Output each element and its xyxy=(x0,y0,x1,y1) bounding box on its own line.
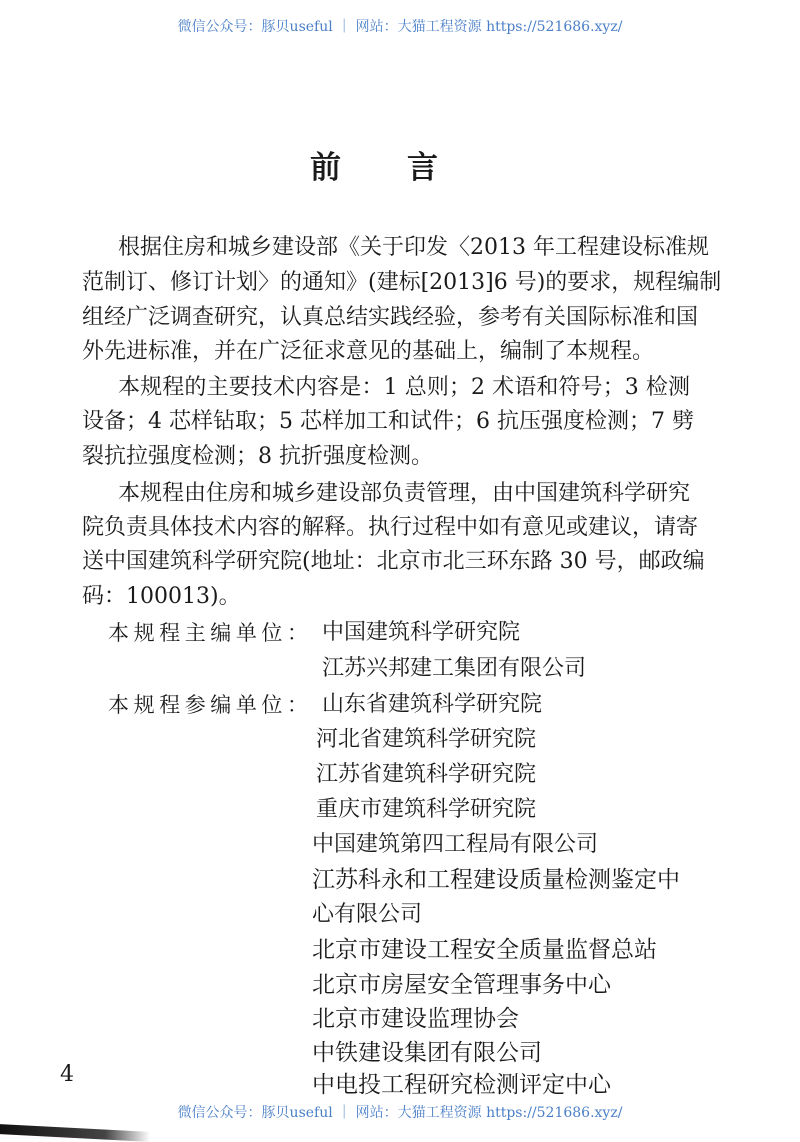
paragraph-line: 组经广泛调查研究，认真总结实践经验，参考有关国际标准和国 xyxy=(82,305,699,330)
paragraph-line: 院负责具体技术内容的解释。执行过程中如有意见或建议，请寄 xyxy=(82,515,699,540)
participant-unit: 北京市房屋安全管理事务中心 xyxy=(312,972,611,998)
scan-edge-shadow xyxy=(0,1124,150,1142)
participant-unit: 北京市建设工程安全质量监督总站 xyxy=(312,937,657,963)
paragraph-line: 设备；4 芯样钻取；5 芯样加工和试件；6 抗压强度检测；7 劈 xyxy=(82,409,694,434)
chief-editor-label: 本规程主编单位： xyxy=(108,621,308,645)
participant-unit: 中铁建设集团有限公司 xyxy=(312,1040,542,1066)
participant-unit: 山东省建筑科学研究院 xyxy=(322,692,543,717)
participant-unit: 江苏省建筑科学研究院 xyxy=(316,762,537,787)
page-number: 4 xyxy=(60,1062,74,1087)
paragraph-line: 范制订、修订计划〉的通知》(建标[2013]6 号)的要求，规程编制 xyxy=(82,270,722,295)
page-title: 前言 xyxy=(310,150,438,186)
participant-unit: 中国建筑第四工程局有限公司 xyxy=(312,832,599,857)
participant-label: 本规程参编单位： xyxy=(108,693,308,717)
participant-unit: 重庆市建筑科学研究院 xyxy=(316,797,537,822)
paragraph-line: 码：100013)。 xyxy=(82,584,241,609)
paragraph-line: 外先进标准，并在广泛征求意见的基础上，编制了本规程。 xyxy=(82,339,655,364)
watermark-bottom: 微信公众号：豚贝useful ｜ 网站：大猫工程资源 https://521686.xyz/ xyxy=(177,1105,623,1121)
paragraph-line: 本规程的主要技术内容是：1 总则；2 术语和符号；3 检测 xyxy=(118,375,690,400)
chief-unit: 中国建筑科学研究院 xyxy=(322,620,521,645)
participant-unit: 心有限公司 xyxy=(312,902,423,927)
participant-unit: 江苏科永和工程建设质量检测鉴定中 xyxy=(312,867,680,893)
paragraph-line: 根据住房和城乡建设部《关于印发〈2013 年工程建设标准规 xyxy=(118,235,709,260)
participant-unit: 河北省建筑科学研究院 xyxy=(316,727,537,752)
chief-unit: 江苏兴邦建工集团有限公司 xyxy=(322,656,587,681)
participant-unit: 中电投工程研究检测评定中心 xyxy=(312,1072,611,1098)
paragraph-line: 本规程由住房和城乡建设部负责管理，由中国建筑科学研究 xyxy=(118,481,691,506)
watermark-top: 微信公众号：豚贝useful ｜ 网站：大猫工程资源 https://521686.xyz/ xyxy=(177,19,623,35)
participant-unit: 北京市建设监理协会 xyxy=(312,1006,519,1032)
paragraph-line: 送中国建筑科学研究院(地址：北京市北三环东路 30 号，邮政编 xyxy=(82,549,705,574)
paragraph-line: 裂抗拉强度检测；8 抗折强度检测。 xyxy=(82,444,433,469)
